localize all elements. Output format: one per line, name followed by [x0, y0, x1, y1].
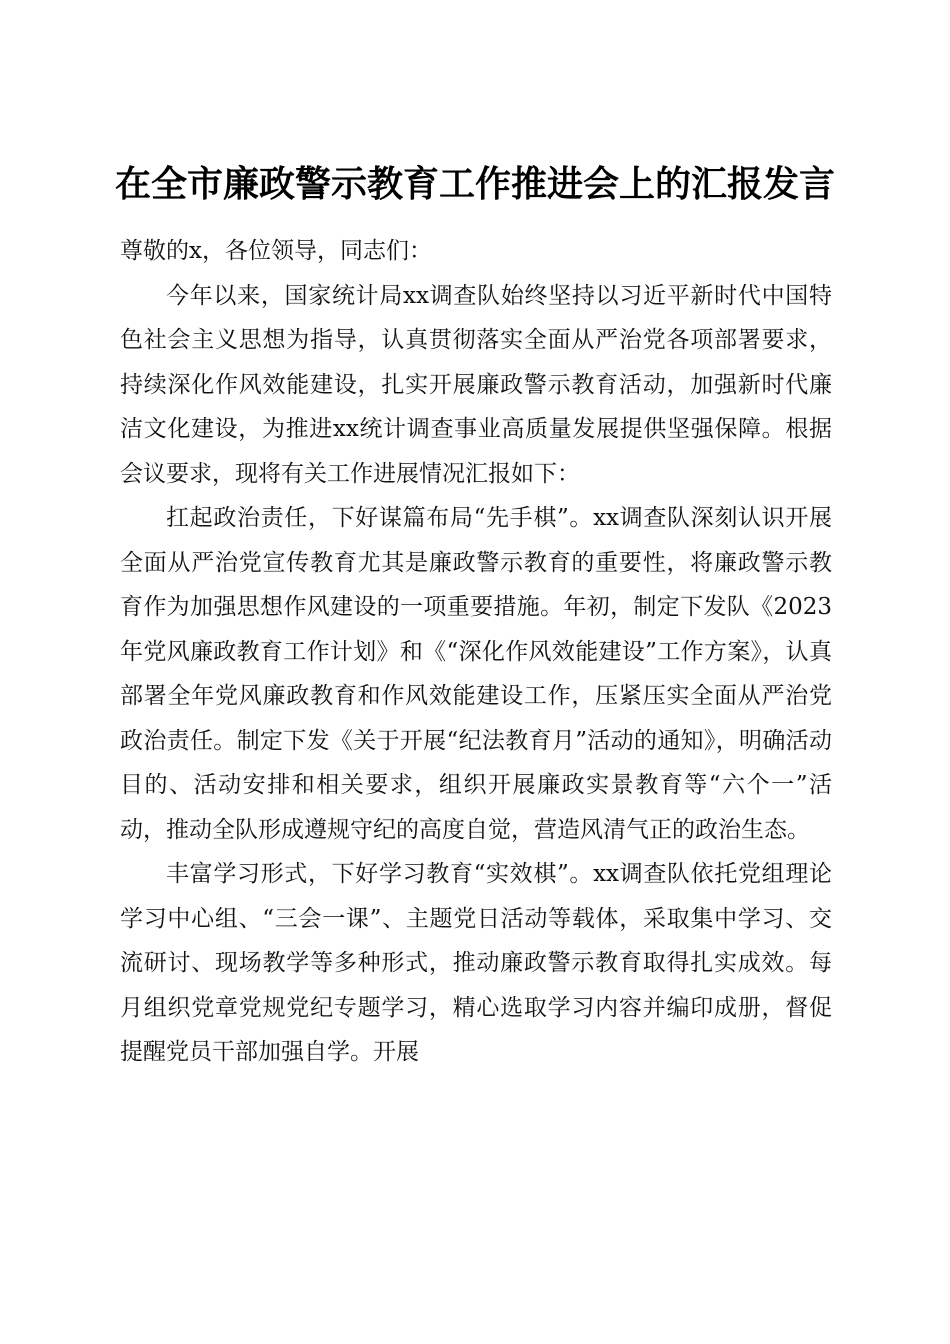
- document-title: 在全市廉政警示教育工作推进会上的汇报发言: [114, 163, 835, 206]
- paragraph-learning-forms: 丰富学习形式，下好学习教育“实效棋”。xx调查队依托党组理论学习中心组、“三会一课”、主题党日活动等载体，采取集中学习、交流研讨、现场教学等多种形式，推动廉政警示教育取得扎实成效。每月组织党章党规党纪专题学习，精心选取学习内容并编印成册，督促提醒党员干部加强自学。开展: [120, 861, 832, 1065]
- paragraph-intro: 今年以来，国家统计局xx调查队始终坚持以习近平新时代中国特色社会主义思想为指导，认真贯彻落实全面从严治党各项部署要求，持续深化作风效能建设，扎实开展廉政警示教育活动，加强新时代廉洁文化建设，为推进xx统计调查事业高质量发展提供坚强保障。根据会议要求，现将有关工作进展情况汇报如下：: [120, 282, 832, 487]
- document-body: [120, 229, 832, 1075]
- paragraph-political-responsibility: 扛起政治责任，下好谋篇布局“先手棋”。xx调查队深刻认识开展全面从严治党宣传教育尤其是廉政警示教育的重要性，将廉政警示教育作为加强思想作风建设的一项重要措施。年初，制定下发队《2023年党风廉政教育工作计划》和《“深化作风效能建设”工作方案》，认真部署全年党风廉政教育和作风效能建设工作，压紧压实全面从严治党政治责任。制定下发《关于开展“纪法教育月”活动的通知》，明确活动目的、活动安排和相关要求，组织开展廉政实景教育等“六个一”活动，推动全队形成遵规守纪的高度自觉，营造风清气正的政治生态。: [120, 505, 832, 843]
- salutation: 尊敬的x，各位领导，同志们：: [120, 238, 432, 264]
